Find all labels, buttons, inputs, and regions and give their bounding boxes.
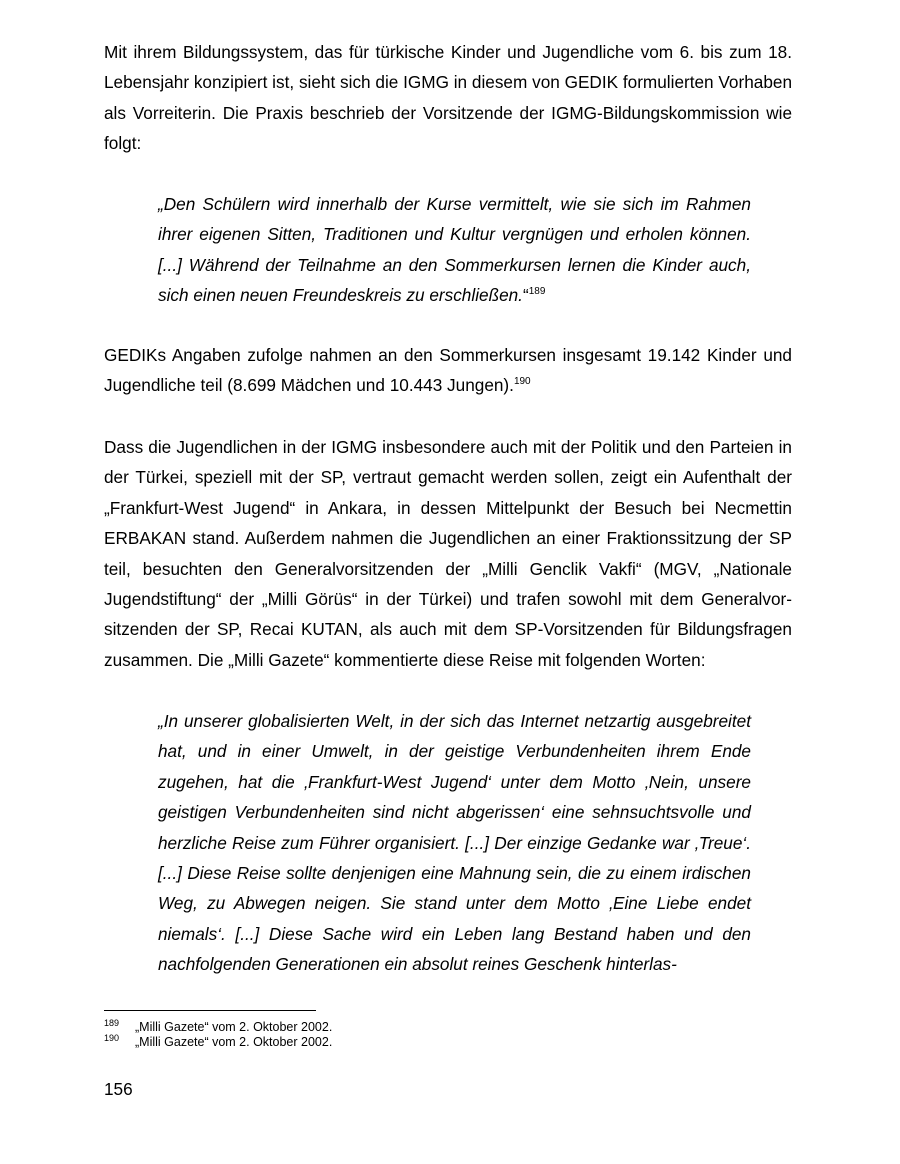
paragraph-participants-text: GEDIKs Angaben zufolge nahmen an den Sommerkursen insgesamt 19.142 Kinder und Jugendliche teil (8.699 Mädchen und 10.443 Jungen).: [104, 345, 792, 396]
paragraph-frankfurt-west-youth: Dass die Jugendlichen in der IGMG insbesondere auch mit der Politik und den Parteien in der Türkei, speziell mit der SP, vertraut gemacht werden sollen, zeigt ein Aufenthalt der „Frankfurt-West Jugend“ in Ankara, in dessen Mittelpunkt der Besuch bei Necmettin ERBAKAN stand. Außerdem nahmen die Jugendlichen an einer Fraktionssitzung der SP teil, besuchten den Generalvorsitzenden der „Milli Genclik Vakfi“ (MGV, „Nationale Jugendstiftung“ der „Milli Görüs“ in der Türkei) und trafen sowohl mit dem Generalvorsitzenden der SP, Recai KUTAN, als auch mit dem SP-Vorsitzenden für Bildungsfragen zusammen. Die „Milli Gazete“ kommentierte diese Reise mit folgenden Worten:: [104, 437, 792, 670]
footnote-number: 190: [104, 1033, 120, 1043]
footnote-ref-190[interactable]: 190: [513, 376, 531, 388]
footnote-ref-189[interactable]: 189: [528, 286, 546, 298]
quote-summer-courses: [158, 189, 751, 311]
footnote-text: „Milli Gazete“ vom 2. Oktober 2002.: [135, 1020, 333, 1034]
footnote-divider: [104, 1010, 316, 1011]
footnote-text: „Milli Gazete“ vom 2. Oktober 2002.: [135, 1035, 333, 1049]
quote-summer-courses-text: „Den Schülern wird innerhalb der Kurse vermittelt, wie sie sich im Rahmen ihrer eigenen Sitten, Traditionen und Kultur vergnügen und erholen können. [...] Während der Teilnahme an den Sommerkursen lernen die Kinder auch, sich einen neuen Freundeskreis zu erschließen.: [158, 194, 751, 306]
paragraph-participants: [104, 340, 792, 401]
page-number: 156: [104, 1079, 133, 1099]
quote-milli-gazete: „In unserer globalisierten Welt, in der sich das Internet netzartig ausgebreitet hat, und in einer Umwelt, in der geistige Verbundenheiten ihrem Ende zugehen, hat die ‚Frankfurt-West Jugend‘ unter dem Motto ‚Nein, unsere geistigen Verbundenheiten sind nicht abgerissen‘ eine sehnsuchtsvolle und herzliche Reise zum Führer organisiert. [...] Der einzige Gedanke war ‚Treue‘. [...] Diese Reise sollte denjenigen eine Mahnung sein, die zu einem irdischen Weg, zu Abwegen neigen. Sie stand unter dem Motto ‚Eine Liebe endet niemals‘. [...] Diese Sache wird ein Leben lang Bestand haben und den nachfolgenden Generationen ein absolut reines Geschenk hinterlas-: [158, 711, 751, 975]
quote-closing-mark: “: [522, 285, 529, 306]
footnote-number: 189: [104, 1018, 120, 1028]
paragraph-education-system: Mit ihrem Bildungssystem, das für türkische Kinder und Jugendliche vom 6. bis zum 18. Lebensjahr konzipiert ist, sieht sich die IGMG in diesem von GEDIK formulierten Vorhaben als Vorreiterin. Die Praxis beschrieb der Vorsitzende der IGMG-Bildungskommission wie folgt:: [104, 42, 792, 154]
